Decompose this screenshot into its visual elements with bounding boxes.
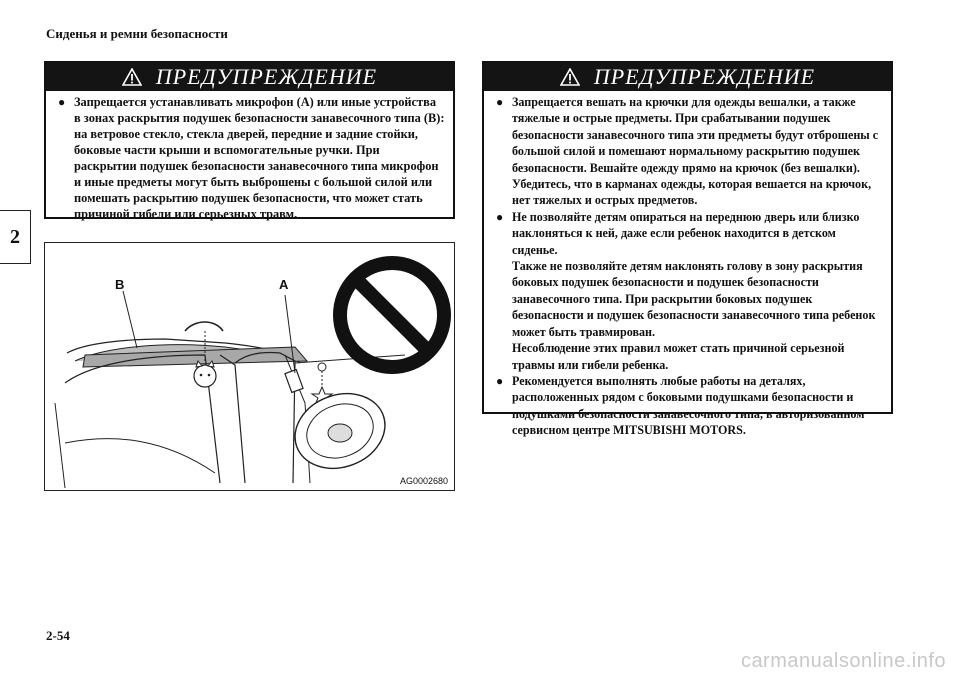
warning-title: ПРЕДУПРЕЖДЕНИЕ	[155, 64, 378, 89]
warning-triangle-icon	[560, 68, 580, 86]
chapter-tab: 2	[0, 210, 31, 264]
warning-text: Запрещается вешать на крючки для одежды вешалки, а также тяжелые и острые предметы. При срабатывании подушек безопасности занавесочного типа эти предметы будут отброшены с большой силой и помешают нормальному раскрытию подушек безопасности. Вешайте одежду прямо на крючок (без вешалки). Убедитесь, что в карманах одежды, которая вешается на крючок, нет тяжелых и острых предметов.	[512, 95, 879, 208]
figure-code: AG0002680	[399, 476, 448, 486]
warning-body	[484, 91, 891, 445]
prohibition-icon	[340, 263, 444, 367]
watermark: carmanualsonline.info	[740, 650, 946, 672]
warning-box-right	[482, 61, 893, 438]
page-header-title: Сиденья и ремни безопасности	[46, 26, 228, 41]
bullet: ●	[58, 95, 66, 109]
figure-label-b: B	[115, 277, 125, 292]
warning-text: Рекомендуется выполнять любые работы на деталях, расположенных рядом с боковыми подушками безопасности и подушками безопасности занавесочного типа, в авторизованном сервисном центре MITSUBISHI MOTORS.	[512, 373, 865, 438]
list-item	[496, 373, 883, 439]
bullet: ●	[496, 95, 504, 109]
list-item	[496, 209, 883, 373]
warning-text: Запрещается устанавливать микрофон (A) или иные устройства в зонах раскрытия подушек безопасности занавесочного типа (B): на ветровое стекло, стекла дверей, передние и задние стойки, боковые части крыши и вспомогательные ручки. При раскрытии подушек безопасности занавесочного типа микрофон и иные предметы могут быть выброшены с большой силой или помешать раскрытию подушек безопасности, что может стать причиной гибели или серьезных травм.	[74, 95, 445, 221]
list-item	[58, 94, 445, 222]
warning-header	[484, 63, 891, 91]
warning-triangle-icon	[122, 68, 142, 86]
figure-label-a: A	[279, 277, 289, 292]
bullet: ●	[496, 209, 504, 224]
warning-text: Несоблюдение этих правил может стать причиной серьезной травмы или гибели ребенка.	[512, 341, 845, 372]
page-number: 2-54	[46, 628, 70, 643]
warning-title: ПРЕДУПРЕЖДЕНИЕ	[593, 64, 816, 89]
bullet: ●	[496, 373, 504, 388]
warning-box-left	[44, 61, 455, 219]
list-item	[496, 94, 883, 209]
warning-body	[46, 91, 453, 228]
warning-header	[46, 63, 453, 91]
warning-text: Не позволяйте детям опираться на переднюю дверь или близко наклоняться к ней, даже если ребенок находится в детском сиденье.	[512, 209, 860, 257]
warning-text: Также не позволяйте детям наклонять голову в зону раскрытия боковых подушек безопасности и подушек безопасности занавесочного типа. При раскрытии боковых подушек безопасности и подушек безопасности занавесочного типа ребенок может быть травмирован.	[512, 259, 876, 339]
illustration-figure	[44, 242, 455, 491]
car-interior-illustration	[45, 243, 454, 490]
